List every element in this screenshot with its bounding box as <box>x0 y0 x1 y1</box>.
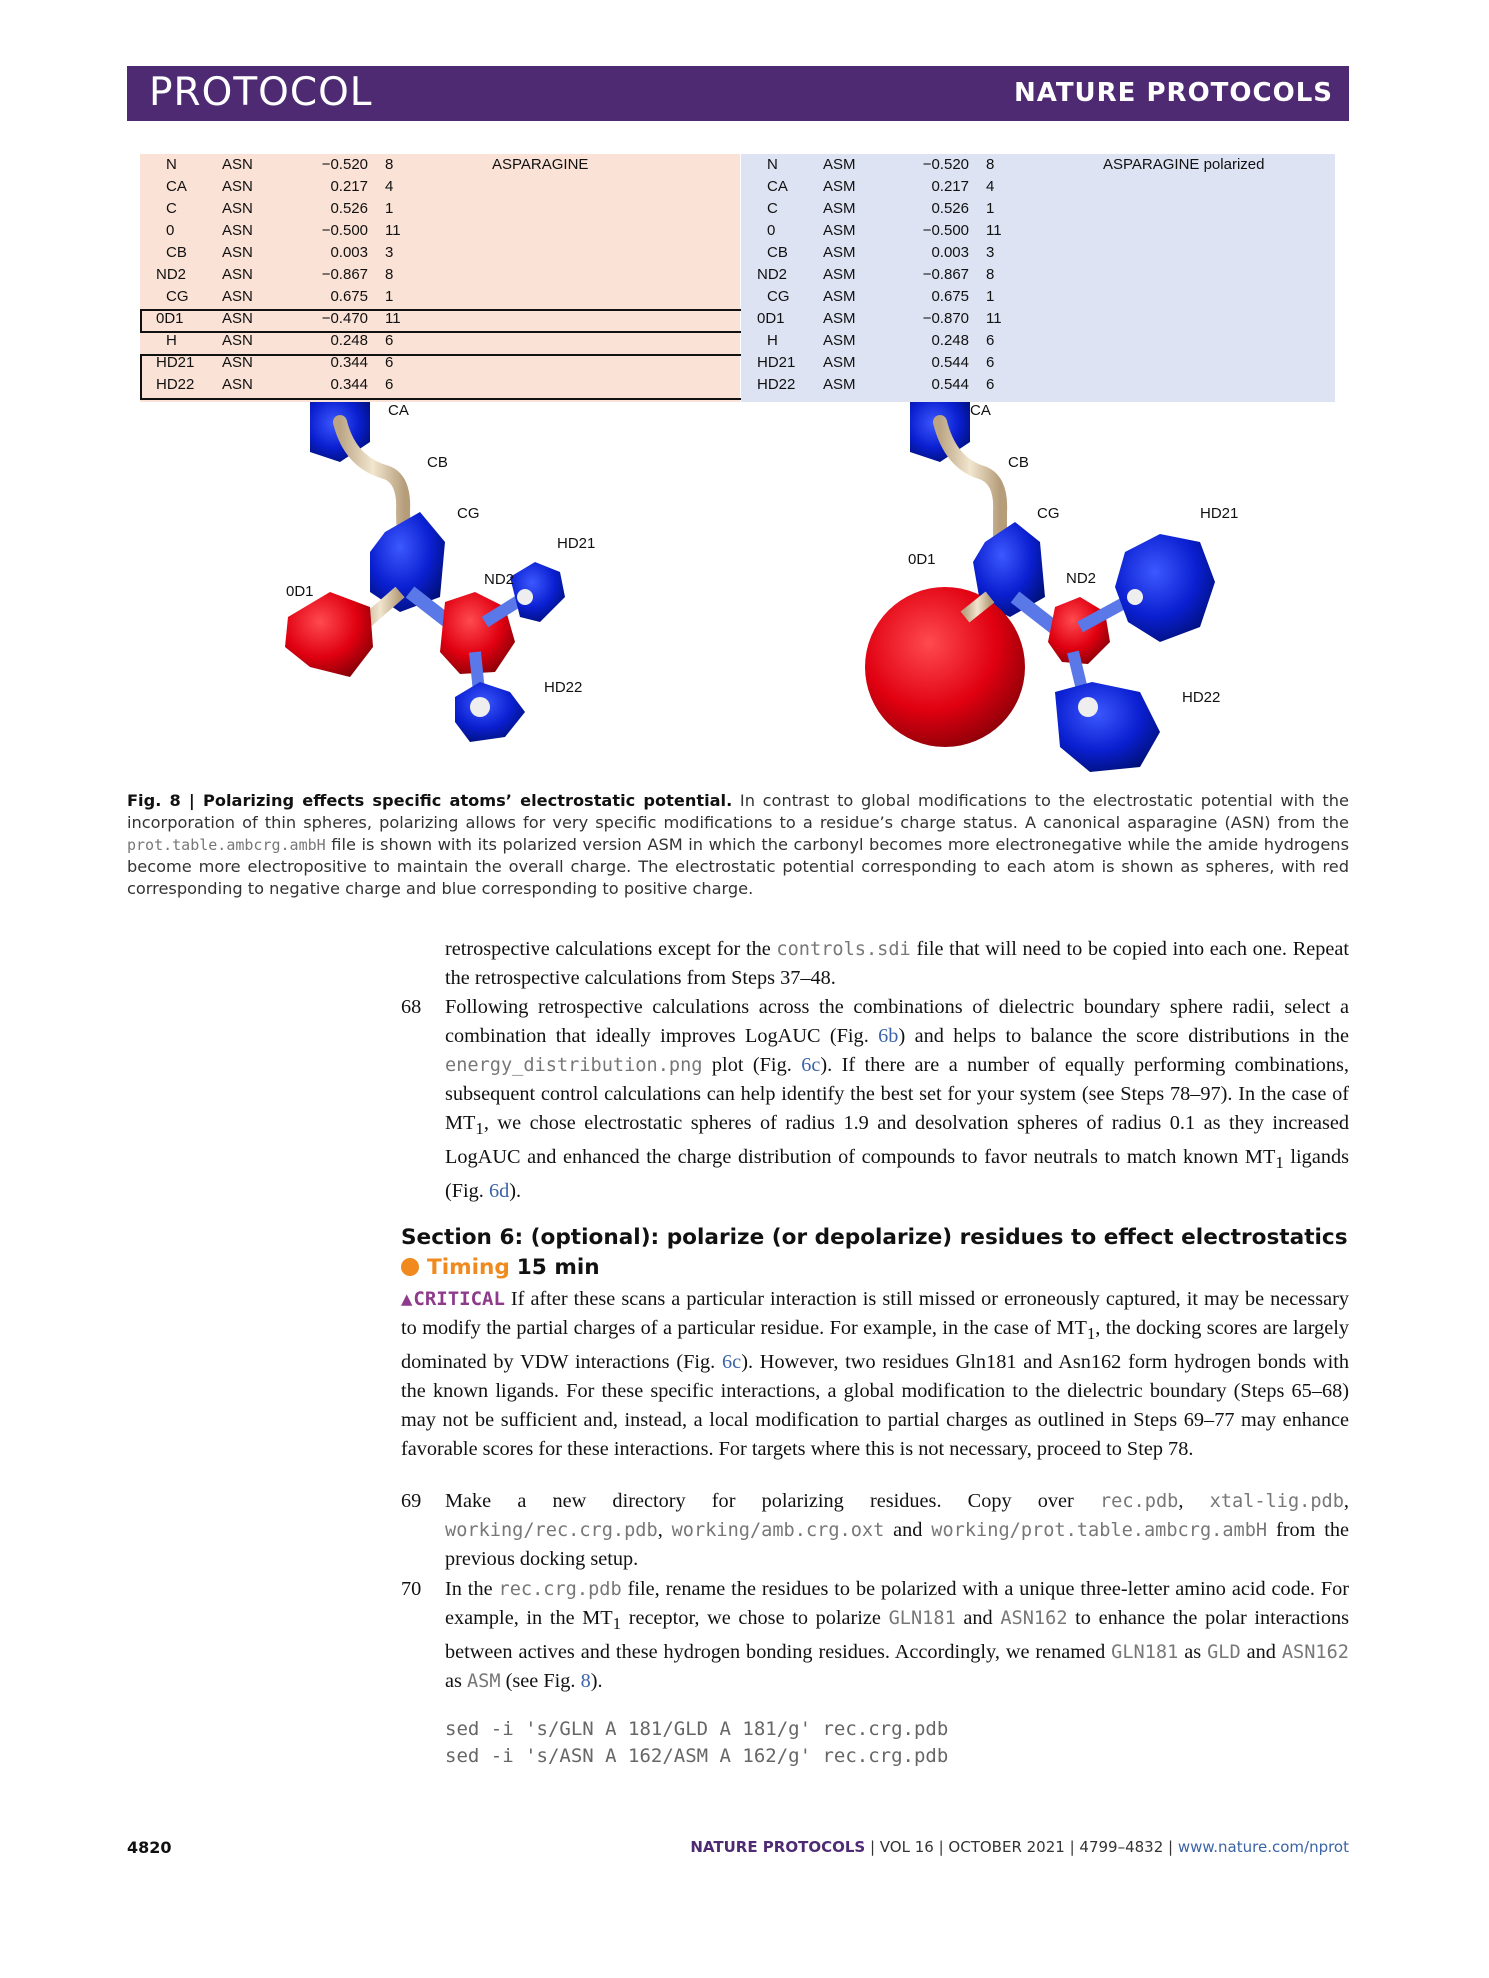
residue-cell: ASM <box>823 332 856 349</box>
step-69: 69 Make a new directory for polarizing residues. Copy over rec.pdb, xtal-lig.pdb, working/rec.crg.pdb, working/amb.crg.oxt and working/prot.table.ambcrg.ambH from the previous docking setup. <box>445 1487 1349 1574</box>
residue-cell: ASN <box>222 200 253 217</box>
atom-name-cell: 0 <box>166 222 175 239</box>
charge-cell: 0.344 <box>330 376 368 393</box>
atom-name-cell: CA <box>767 178 788 195</box>
residue-cell: ASM <box>823 266 856 283</box>
table-row <box>140 264 740 286</box>
figure-link[interactable]: 6c <box>722 1351 742 1374</box>
table-row <box>741 198 1335 220</box>
inline-code: controls.sdi <box>776 939 911 960</box>
type-cell: 11 <box>986 310 1002 327</box>
charge-table-asparagine-polarized <box>741 154 1335 402</box>
residue-cell: ASN <box>222 332 253 349</box>
atom-label-cb: CB <box>1008 454 1029 471</box>
step-70: 70 In the rec.crg.pdb file, rename the residues to be polarized with a unique three-letter amino acid code. For example, in the $MT_1$ receptor, we chose to polarize GLN181 and ASN162 to enhance the polar interactions between actives and these hydrogen bonding residues. Accordingly, we renamed GLN181 as GLD and ASN162 as ASM (see Fig. 8). <box>445 1575 1349 1696</box>
table-row <box>741 286 1335 308</box>
atom-name-cell: C <box>767 200 778 217</box>
table-row <box>741 308 1335 330</box>
od1-sphere <box>285 592 373 677</box>
table-row <box>140 220 740 242</box>
residue-cell: ASM <box>823 244 856 261</box>
charge-cell: −0.470 <box>321 310 368 327</box>
caption-code: prot.table.ambcrg.ambH <box>127 836 326 854</box>
atom-name-cell: 0D1 <box>156 310 184 327</box>
atom-label-od1: 0D1 <box>286 583 314 600</box>
type-cell: 6 <box>385 376 394 393</box>
atom-name-cell: C <box>166 200 177 217</box>
hd22-sphere <box>455 682 525 742</box>
atom-name-cell: 0D1 <box>757 310 785 327</box>
figure-link[interactable]: 6c <box>801 1054 821 1076</box>
charge-cell: −0.520 <box>922 156 969 173</box>
atom-name-cell: HD22 <box>156 376 195 393</box>
charge-cell: 0.248 <box>931 332 969 349</box>
atom-label-hd22: HD22 <box>544 679 583 696</box>
residue-cell: ASN <box>222 222 253 239</box>
figure-link[interactable]: 6b <box>878 1025 899 1047</box>
table-row <box>741 176 1335 198</box>
type-cell: 6 <box>986 376 995 393</box>
atom-label-ca: CA <box>970 402 991 419</box>
type-cell: 6 <box>986 354 995 371</box>
charge-cell: 0.526 <box>330 200 368 217</box>
page-number: 4820 <box>127 1838 172 1857</box>
type-cell: 6 <box>385 332 394 349</box>
step-number: 68 <box>401 996 422 1018</box>
charge-cell: 0.003 <box>931 244 969 261</box>
residue-cell: ASN <box>222 354 253 371</box>
atom-name-cell: 0 <box>767 222 776 239</box>
atom-label-cg: CG <box>457 505 480 522</box>
residue-cell: ASM <box>823 354 856 371</box>
atom-label-ca: CA <box>388 402 409 419</box>
atom-name-cell: N <box>767 156 778 173</box>
atom-name-cell: ND2 <box>156 266 187 283</box>
section-heading: Section 6: (optional): polarize (or depolarize) residues to effect electrostatics <box>401 1225 1348 1250</box>
atom-name-cell: ND2 <box>757 266 788 283</box>
residue-cell: ASM <box>823 376 856 393</box>
type-cell: 8 <box>385 266 394 283</box>
table-row <box>140 176 740 198</box>
table-row <box>140 154 740 176</box>
hd21-sphere <box>510 562 565 622</box>
step-68: 68 Following retrospective calculations across the combinations of dielectric boundary sphere radii, select a combination that ideally improves LogAUC (Fig. 6b) and helps to balance the score distributions in the energy_distribution.png plot (Fig. 6c). If there are a number of equally performing combinations, subsequent control calculations can help identify the best set for your system (see Steps 78–97). In the case of $MT_1$, we chose electrostatic spheres of radius 1.9 and desolvation spheres of radius 0.1 as they increased LogAUC and enhanced the charge distribution of compounds to favor neutrals to match known $MT_1$ ligands (Fig. 6d). <box>445 993 1349 1206</box>
type-cell: 1 <box>986 200 995 217</box>
table-row <box>741 330 1335 352</box>
residue-cell: ASM <box>823 222 856 239</box>
code-line: sed -i 's/ASN A 162/ASM A 162/g' rec.crg.pdb <box>445 1745 949 1767</box>
atom-label-cg: CG <box>1037 505 1060 522</box>
atom-label-hd22: HD22 <box>1182 689 1221 706</box>
charge-cell: 0.248 <box>330 332 368 349</box>
atom-name-cell: H <box>166 332 177 349</box>
table-title: ASPARAGINE polarized <box>1103 156 1265 173</box>
critical-label: ▲CRITICAL <box>401 1288 505 1310</box>
residue-cell: ASN <box>222 156 253 173</box>
table-title: ASPARAGINE <box>492 156 589 173</box>
charge-cell: 0.526 <box>931 200 969 217</box>
atom-name-cell: H <box>767 332 778 349</box>
journal-name-label: NATURE PROTOCOLS <box>1013 78 1333 108</box>
table-row <box>140 198 740 220</box>
residue-cell: ASN <box>222 178 253 195</box>
hd21-sphere <box>1115 534 1215 642</box>
residue-cell: ASN <box>222 266 253 283</box>
table-row <box>140 308 740 330</box>
atom-name-cell: HD21 <box>156 354 195 371</box>
section-type-label: PROTOCOL <box>149 70 373 115</box>
charge-cell: 0.344 <box>330 354 368 371</box>
od1-sphere <box>865 587 1025 747</box>
footer-citation: NATURE PROTOCOLS | VOL 16 | OCTOBER 2021 | 4799–4832 | www.nature.com/nprot <box>690 1838 1349 1856</box>
table-row <box>140 352 740 374</box>
atom-label-hd21: HD21 <box>557 535 596 552</box>
atom-label-nd2: ND2 <box>484 571 515 588</box>
journal-header-bar <box>127 66 1349 121</box>
type-cell: 6 <box>986 332 995 349</box>
atom-label-hd21: HD21 <box>1200 505 1239 522</box>
charge-table-asparagine <box>140 154 740 402</box>
atom-name-cell: N <box>166 156 177 173</box>
charge-cell: −0.500 <box>321 222 368 239</box>
charge-cell: 0.003 <box>330 244 368 261</box>
charge-cell: 0.675 <box>931 288 969 305</box>
atom-name-cell: CB <box>767 244 788 261</box>
charge-cell: 0.675 <box>330 288 368 305</box>
table-row <box>741 352 1335 374</box>
continued-paragraph: retrospective calculations except for the controls.sdi file that will need to be copied into each one. Repeat the retrospective calculations from Steps 37–48. <box>445 938 1350 989</box>
charge-cell: 0.544 <box>931 376 969 393</box>
step-number: 69 <box>401 1490 422 1512</box>
type-cell: 8 <box>986 266 995 283</box>
charge-cell: 0.544 <box>931 354 969 371</box>
hd22-sphere <box>1055 682 1160 772</box>
type-cell: 1 <box>986 288 995 305</box>
atom-name-cell: CB <box>166 244 187 261</box>
figure-label: Fig. 8 | Polarizing effects specific atoms’ electrostatic potential. <box>127 791 733 810</box>
residue-cell: ASN <box>222 376 253 393</box>
type-cell: 1 <box>385 288 394 305</box>
atom-label-od1: 0D1 <box>908 551 936 568</box>
residue-cell: ASN <box>222 288 253 305</box>
type-cell: 4 <box>385 178 394 195</box>
table-row <box>140 374 740 396</box>
table-row <box>741 374 1335 396</box>
atom-label-cb: CB <box>427 454 448 471</box>
molecule-asm-polarized <box>830 402 1250 782</box>
type-cell: 6 <box>385 354 394 371</box>
type-cell: 8 <box>986 156 995 173</box>
atom-name-cell: CG <box>767 288 790 305</box>
type-cell: 3 <box>385 244 394 261</box>
inline-code: energy_distribution.png <box>445 1055 703 1076</box>
charge-cell: 0.217 <box>330 178 368 195</box>
code-line: sed -i 's/GLN A 181/GLD A 181/g' rec.crg.pdb <box>445 1718 949 1740</box>
residue-cell: ASN <box>222 310 253 327</box>
type-cell: 4 <box>986 178 995 195</box>
atom-name-cell: HD22 <box>757 376 796 393</box>
type-cell: 1 <box>385 200 394 217</box>
table-row <box>741 220 1335 242</box>
timing-line: Timing 15 min <box>401 1255 600 1280</box>
charge-cell: −0.500 <box>922 222 969 239</box>
table-row <box>140 242 740 264</box>
atom-name-cell: CA <box>166 178 187 195</box>
journal-url-link[interactable]: www.nature.com/nprot <box>1177 1838 1349 1856</box>
atom-name-cell: HD21 <box>757 354 796 371</box>
table-row <box>741 154 1335 176</box>
charge-cell: 0.217 <box>931 178 969 195</box>
atom-name-cell: CG <box>166 288 189 305</box>
residue-cell: ASM <box>823 178 856 195</box>
residue-cell: ASM <box>823 200 856 217</box>
residue-cell: ASN <box>222 244 253 261</box>
figure-link[interactable]: 8 <box>580 1670 591 1693</box>
type-cell: 11 <box>385 222 401 239</box>
charge-cell: −0.870 <box>922 310 969 327</box>
type-cell: 11 <box>385 310 401 327</box>
charge-cell: −0.520 <box>321 156 368 173</box>
table-row <box>741 264 1335 286</box>
charge-cell: −0.867 <box>922 266 969 283</box>
critical-note: ▲CRITICAL If after these scans a particular interaction is still missed or erroneously captured, it may be necessary to modify the partial charges of a particular residue. For example, in the case of $MT_1$, the docking scores are largely dominated by VDW interactions (Fig. 6c). However, two residues Gln181 and Asn162 form hydrogen bonds with the known ligands. For these specific interactions, a global modification to the dielectric boundary (Steps 65–68) may not be sufficient and, instead, a local modification to partial charges as outlined in Steps 69–77 may enhance favorable scores for these interactions. For targets where this is not necessary, proceed to Step 78. <box>401 1288 1349 1461</box>
table-row <box>741 242 1335 264</box>
type-cell: 8 <box>385 156 394 173</box>
table-row <box>140 286 740 308</box>
figure-link[interactable]: 6d <box>488 1180 510 1203</box>
charge-cell: −0.867 <box>321 266 368 283</box>
atom-label-nd2: ND2 <box>1066 570 1097 587</box>
step-number: 70 <box>401 1578 422 1600</box>
type-cell: 11 <box>986 222 1002 239</box>
molecule-asn <box>270 402 640 772</box>
residue-cell: ASM <box>823 310 856 327</box>
residue-cell: ASM <box>823 156 856 173</box>
residue-cell: ASM <box>823 288 856 305</box>
figure-caption: Fig. 8 | Polarizing effects specific atoms’ electrostatic potential. In contrast to global modifications to the electrostatic potential with the incorporation of thin spheres, polarizing allows for very specific modifications to a residue’s charge status. A canonical asparagine (ASN) from the prot.table.ambcrg.ambH file is shown with its polarized version ASM in which the carbonyl becomes more electronegative while the amide hydrogens become more electropositive to maintain the overall charge. The electrostatic potential corresponding to each atom is shown as spheres, with red corresponding to negative charge and blue corresponding to positive charge. <box>127 791 1349 898</box>
timing-dot-icon <box>401 1258 419 1276</box>
table-row <box>140 330 740 352</box>
type-cell: 3 <box>986 244 995 261</box>
